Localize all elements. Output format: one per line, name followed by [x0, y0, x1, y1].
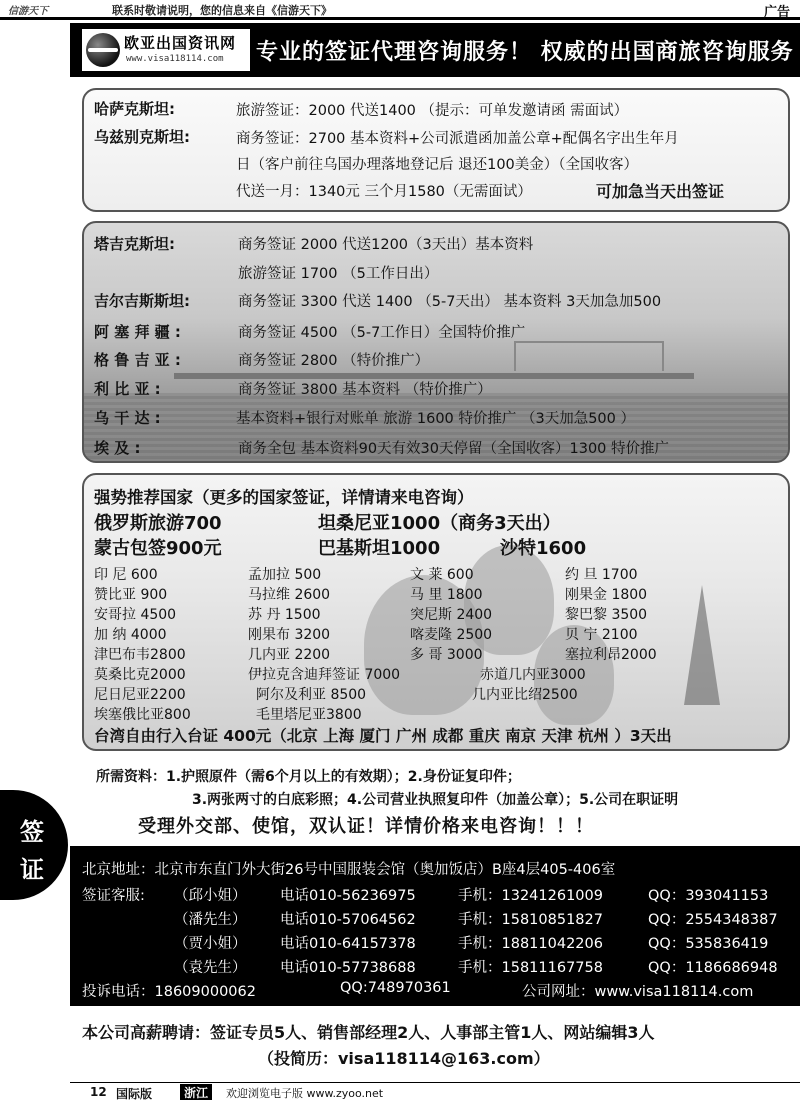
service-label: 签证客服:	[82, 888, 145, 904]
country-label: 吉尔吉斯斯坦:	[94, 292, 190, 310]
price-cell: 安哥拉 4500	[94, 607, 177, 623]
logo-url: www.visa118114.com	[126, 54, 224, 64]
highlight-price: 蒙古包签900元	[94, 538, 222, 559]
recruit-line1: 本公司高薪聘请：签证专员5人、销售部经理2人、人事部主管1人、网站编辑3人	[82, 1023, 655, 1042]
price-cell: 赤道几内亚3000	[480, 667, 586, 683]
price-cell: 突尼斯 2400	[410, 607, 493, 623]
highlight-price: 巴基斯坦1000	[318, 538, 441, 559]
accept-notice: 受理外交部、使馆，双认证！详情价格来电咨询！！！	[138, 816, 594, 837]
contact-name: （邱小姐）	[174, 888, 247, 904]
price-cell: 莫桑比克2000	[94, 667, 186, 683]
price-cell: 刚果布 3200	[248, 627, 331, 643]
country-label: 埃 及 :	[94, 439, 141, 457]
complaint-qq: QQ:748970361	[340, 980, 451, 996]
price-cell: 约 旦 1700	[565, 567, 638, 583]
contact-tel: 电话010-64157378	[280, 936, 416, 952]
contact-mobile: 手机：18811042206	[458, 936, 603, 952]
contact-mobile: 手机：15810851827	[458, 912, 603, 928]
contact-tel: 电话010-57738688	[280, 960, 416, 976]
pier-pavilion-graphic	[514, 341, 664, 371]
contact-tel: 电话010-56236975	[280, 888, 416, 904]
price-cell: 伊拉克含迪拜签证 7000	[248, 667, 401, 683]
edition-label: 国际版	[116, 1087, 153, 1100]
country-label: 乌 干 达 :	[94, 409, 161, 427]
country-text: 商务全包 基本资料90天有效30天停留（全国收客）1300 特价推广	[238, 441, 670, 457]
uzbekistan-line2: 日（客户前往乌国办理落地登记后 退还100美金）（全国收客）	[236, 157, 639, 173]
price-cell: 津巴布韦2800	[94, 647, 186, 663]
region-badge: 浙江	[180, 1084, 212, 1100]
price-cell: 印 尼 600	[94, 567, 158, 583]
recruitment-section	[70, 1006, 800, 1076]
country-label: 格 鲁 吉 亚 :	[94, 351, 181, 369]
highlight-price: 沙特1600	[500, 538, 587, 559]
price-cell: 刚果金 1800	[565, 587, 648, 603]
ad-label: 广告	[763, 5, 790, 20]
country-text: 商务签证 3800 基本资料 （特价推广）	[238, 382, 492, 398]
price-cell: 文 莱 600	[410, 567, 474, 583]
price-cell: 马拉维 2600	[248, 587, 331, 603]
page-footer	[70, 1082, 800, 1100]
contact-qq: QQ：393041153	[648, 888, 769, 904]
price-cell: 几内亚比绍2500	[472, 687, 578, 703]
taiwan-permit: 台湾自由行入台证 400元（北京 上海 厦门 广州 成都 重庆 南京 天津 杭州 ）3天出	[94, 727, 672, 745]
requirements-line1: 所需资料：1.护照原件（需6个月以上的有效期）；2.身份证复印件；	[96, 769, 521, 785]
highlight-price: 俄罗斯旅游700	[94, 513, 222, 534]
publication-brand: 信游天下	[8, 6, 48, 17]
country-text: 商务签证 2000 代送1200（3天出）基本资料	[238, 237, 534, 253]
country-label: 阿 塞 拜 疆 :	[94, 323, 181, 341]
price-cell: 苏 丹 1500	[248, 607, 321, 623]
price-cell: 孟加拉 500	[248, 567, 322, 583]
price-cell: 马 里 1800	[410, 587, 483, 603]
side-tab-char: 证	[20, 856, 44, 884]
contact-section	[70, 846, 800, 1006]
price-cell: 喀麦隆 2500	[410, 627, 493, 643]
price-cell: 黎巴黎 3500	[565, 607, 648, 623]
kazakhstan-text: 旅游签证：2000 代送1400 （提示：可单发邀请函 需面试）	[236, 103, 629, 119]
globe-icon	[86, 33, 120, 67]
country-text: 商务签证 2800 （特价推广）	[238, 353, 430, 369]
country-text: 基本资料+银行对账单 旅游 1600 特价推广 （3天加急500 ）	[236, 411, 635, 427]
price-cell: 尼日尼亚2200	[94, 687, 186, 703]
country-text: 旅游签证 1700 （5工作日出）	[238, 266, 439, 282]
price-cell: 加 纳 4000	[94, 627, 167, 643]
side-tab-char: 签	[20, 818, 44, 846]
top-notice: 联系时敬请说明，您的信息来自《信游天下》	[112, 4, 332, 17]
recruit-line2: （投简历：visa118114@163.com）	[258, 1049, 550, 1068]
country-text: 商务签证 3300 代送 1400 （5-7天出） 基本资料 3天加急加500	[238, 294, 662, 310]
contact-tel: 电话010-57064562	[280, 912, 416, 928]
kazakhstan-label: 哈萨克斯坦:	[94, 100, 175, 118]
contact-name: （贾小姐）	[174, 936, 247, 952]
price-cell: 几内亚 2200	[248, 647, 331, 663]
price-cell: 赞比亚 900	[94, 587, 168, 603]
footer-website: 欢迎浏览电子版 www.zyoo.net	[226, 1087, 384, 1100]
country-label: 利 比 亚 :	[94, 380, 161, 398]
complaint-phone: 投诉电话：18609000062	[82, 984, 256, 1000]
header-slogan: 专业的签证代理咨询服务！ 权威的出国商旅咨询服务	[256, 40, 794, 65]
contact-name: （袁先生）	[174, 960, 247, 976]
contact-qq: QQ：2554348387	[648, 912, 778, 928]
country-label: 塔吉克斯坦:	[94, 235, 175, 253]
page-number: 12	[90, 1085, 107, 1099]
address: 北京地址：北京市东直门外大街26号中国服装会馆（奥加饭店）B座4层405-406室	[82, 862, 616, 878]
logo-name: 欧亚出国资讯网	[124, 34, 237, 52]
uzbekistan-line1: 商务签证：2700 基本资料+公司派遣函加盖公章+配偶名字出生年月	[236, 131, 679, 147]
contact-mobile: 手机：13241261009	[458, 888, 603, 904]
contact-qq: QQ：1186686948	[648, 960, 778, 976]
contact-qq: QQ：535836419	[648, 936, 769, 952]
header-banner	[70, 23, 800, 77]
country-text: 商务签证 4500 （5-7工作日）全国特价推广	[238, 325, 526, 341]
price-cell: 毛里塔尼亚3800	[256, 707, 362, 723]
price-cell: 贝 宁 2100	[565, 627, 638, 643]
price-cell: 阿尔及利亚 8500	[256, 687, 367, 703]
price-cell: 埃塞俄比亚800	[94, 707, 191, 723]
tower-spire-graphic	[684, 585, 720, 705]
visa-side-tab	[0, 790, 68, 900]
price-cell: 塞拉利昂2000	[565, 647, 657, 663]
requirements-line2: 3.两张两寸的白底彩照；4.公司营业执照复印件（加盖公章）；5.公司在职证明	[192, 792, 679, 808]
uzbekistan-line3: 代送一月：1340元 三个月1580（无需面试）	[236, 184, 532, 200]
company-logo	[82, 29, 250, 71]
company-website: 公司网址：www.visa118114.com	[522, 984, 754, 1000]
price-cell: 多 哥 3000	[410, 647, 483, 663]
uzbekistan-urgent: 可加急当天出签证	[596, 182, 725, 201]
contact-mobile: 手机：15811167758	[458, 960, 603, 976]
highlight-price: 坦桑尼亚1000（商务3天出）	[318, 513, 561, 534]
uzbekistan-label: 乌兹别克斯坦:	[94, 128, 190, 146]
contact-name: （潘先生）	[174, 912, 247, 928]
top-bar	[0, 0, 800, 20]
recommend-title: 强势推荐国家（更多的国家签证，详情请来电咨询）	[94, 488, 474, 507]
